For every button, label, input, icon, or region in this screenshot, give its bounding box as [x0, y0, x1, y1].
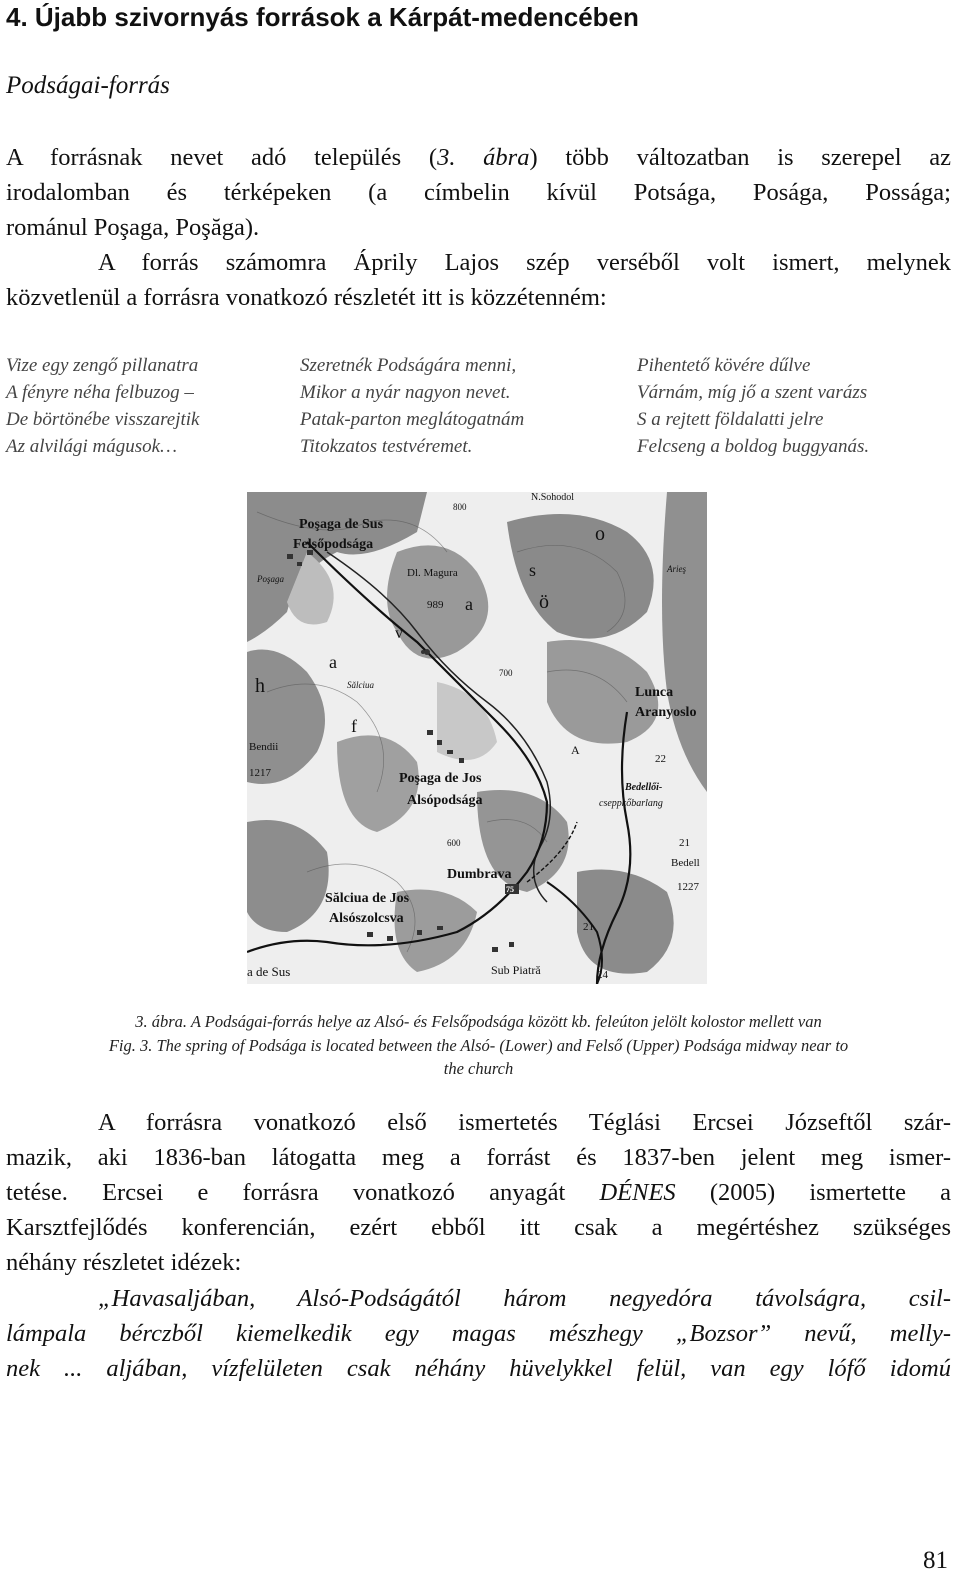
svg-text:s: s [529, 560, 537, 580]
svg-text:Bendii: Bendii [249, 741, 279, 753]
body-line-4: Karsztfejlődés konferencián, ezért ebből itt csak a megértéshez szükséges [6, 1214, 951, 1241]
svg-text:v: v [395, 625, 403, 642]
svg-text:22: 22 [655, 753, 666, 765]
intro-paragraph [6, 140, 951, 315]
svg-text:24: 24 [597, 969, 608, 981]
intro-line-2: irodalomban és térképeken (a címbelin kívül Potsága, Posága, Posságа; [6, 179, 951, 206]
svg-text:a: a [465, 594, 473, 614]
svg-text:800: 800 [453, 502, 467, 512]
intro-line-1: A forrásnak nevet adó település (3. ábra) több változatban is szerepel az [6, 144, 951, 171]
svg-text:Aranyoslo: Aranyoslo [635, 705, 697, 720]
svg-text:o: o [595, 523, 605, 545]
body-line-5: néhány részletet idézek: [6, 1249, 242, 1276]
svg-text:cseppkőbarlang: cseppkőbarlang [599, 798, 663, 809]
subsection-title: Podságai-forrás [6, 72, 170, 99]
svg-text:Arieş: Arieş [667, 564, 686, 574]
poem-column-2: Szeretnék Podságára menni, Mikor a nyár nagyon nevet. Patak-parton meglátogatnám Titokzatos testvéremet. [300, 355, 525, 457]
svg-text:75: 75 [506, 885, 514, 894]
poem-column-3: Pihentető kövére dűlve Várnám, míg jő a szent varázs S a rejtett földalatti jelre Felcseng a boldog buggyanás. [637, 355, 870, 457]
svg-text:600: 600 [447, 838, 461, 848]
svg-text:21: 21 [679, 837, 690, 849]
body-line-1: A forrásra vonatkozó első ismertetés Téglási Ercsei Józseftől szár- [98, 1109, 951, 1136]
svg-text:Dl. Magura: Dl. Magura [407, 567, 458, 579]
figure-caption-en-cont: the church [443, 1059, 514, 1078]
svg-text:f: f [351, 716, 357, 736]
svg-text:Poşaga: Poşaga [257, 574, 284, 584]
poem-column-1: Vize egy zengő pillanatra A fényre néha felbuzog – De börtönébe visszarejtik Az alvilági mágusok… [6, 355, 200, 457]
quotation [6, 1281, 951, 1386]
page-number: 81 [923, 1547, 948, 1574]
svg-text:ö: ö [539, 591, 549, 613]
topographic-map [247, 492, 707, 984]
svg-text:Lunca: Lunca [635, 685, 674, 700]
body-paragraph [6, 1105, 951, 1280]
quote-line-2: lámpala bérczből kiemelkedik egy magas mészhegy „Bozsor” nevű, melly- [6, 1320, 951, 1347]
svg-text:a: a [329, 652, 337, 672]
svg-text:N.Sohodol: N.Sohodol [531, 492, 575, 503]
svg-text:1217: 1217 [249, 767, 271, 779]
svg-text:700: 700 [499, 668, 513, 678]
svg-text:Sălciua de Jos: Sălciua de Jos [325, 891, 410, 906]
svg-text:Sălciua: Sălciua [347, 680, 374, 690]
svg-text:Bedellői-: Bedellői- [625, 782, 663, 793]
svg-text:Poşaga de Jos: Poşaga de Jos [399, 771, 482, 786]
svg-text:Bedell: Bedell [671, 857, 700, 869]
section-heading: 4. Újabb szivornyás források a Kárpát-medencében [6, 2, 639, 32]
svg-text:21: 21 [583, 921, 594, 933]
svg-text:1227: 1227 [677, 881, 699, 893]
svg-text:Alsópodsága: Alsópodsága [407, 793, 483, 808]
intro-line-5: közvetlenül a forrásra vonatkozó részletét itt is közzétenném: [6, 284, 607, 311]
body-line-2: mazik, aki 1836-ban látogatta meg a forrást és 1837-ben jelent meg ismer- [6, 1144, 951, 1171]
quote-line-1: „Havasaljában, Alsó-Podságától három negyedóra távolságra, csil- [98, 1285, 951, 1312]
map-graphic [247, 492, 707, 984]
quote-line-3: nek ... aljában, vízfelületen csak néhány hüvelykkel felül, van egy lófő idomú [6, 1355, 951, 1382]
figure-caption-hu: 3. ábra. A Podságai-forrás helye az Alsó- és Felsőpodsága között kb. feleúton jelölt kolostor mellett van [135, 1012, 822, 1031]
svg-text:a de Sus: a de Sus [247, 964, 291, 979]
svg-text:Dumbrava: Dumbrava [447, 867, 512, 882]
svg-text:Alsószolcsva: Alsószolcsva [329, 911, 404, 926]
svg-text:A: A [571, 743, 580, 757]
svg-text:989: 989 [427, 599, 444, 611]
intro-line-4: A forrás számomra Áprily Lajos szép verséből volt ismert, melynek [98, 249, 951, 276]
svg-text:h: h [255, 675, 265, 697]
svg-text:Felsőpodsága: Felsőpodsága [293, 537, 374, 552]
svg-text:Sub Piatră: Sub Piatră [491, 963, 541, 977]
intro-line-3: románul Poşaga, Poşăga). [6, 214, 260, 241]
figure-caption-en: Fig. 3. The spring of Podsága is located between the Alsó- (Lower) and Felső (Upper) Podsága midway near to [108, 1036, 849, 1055]
body-line-3: tetése. Ercsei e forrásra vonatkozó anyagát DÉNES (2005) ismertette a [6, 1179, 951, 1206]
svg-text:Poşaga de Sus: Poşaga de Sus [299, 517, 384, 532]
